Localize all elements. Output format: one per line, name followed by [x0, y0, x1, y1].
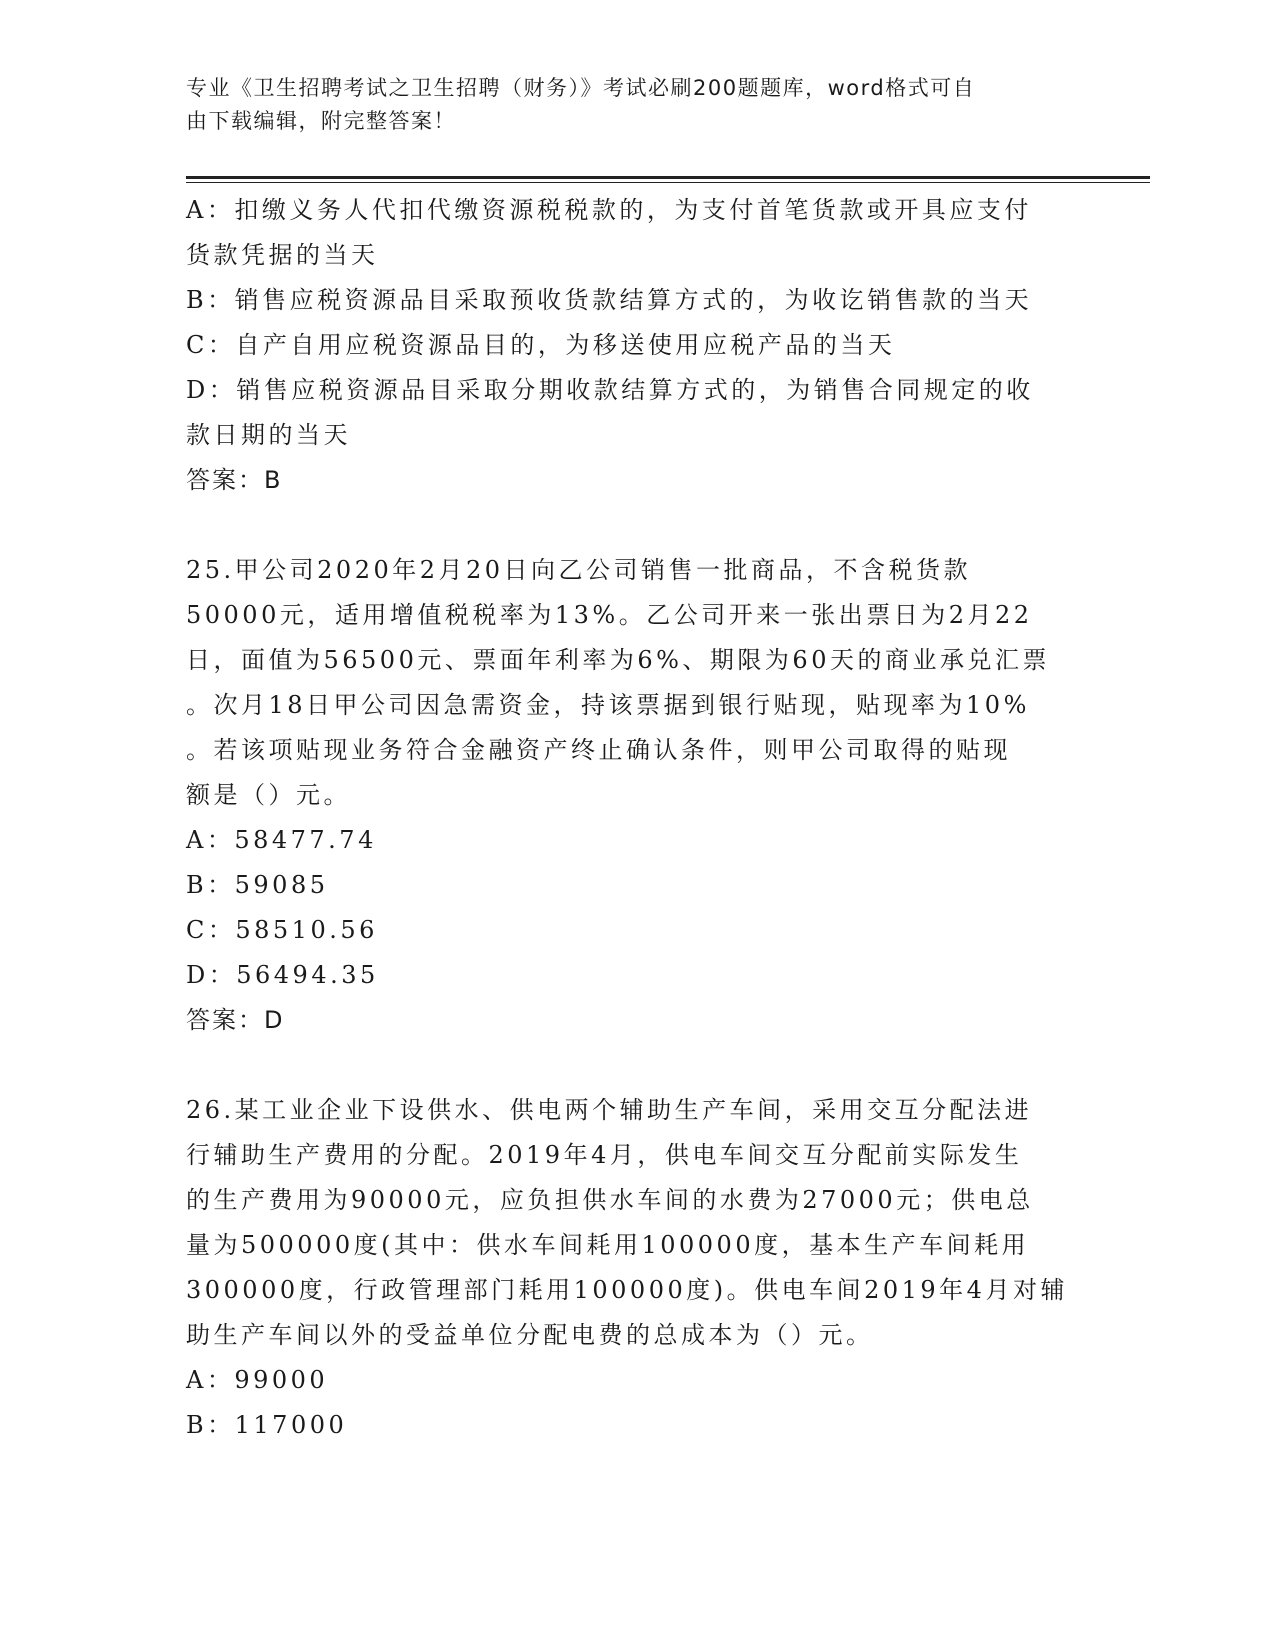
q25-option-d: D：56494.35 [186, 961, 379, 989]
q24-option-d-line-1: D：销售应税资源品目采取分期收款结算方式的，为销售合同规定的收 [186, 376, 1034, 404]
q25-option-b: B：59085 [186, 871, 329, 899]
question-26 [186, 1088, 1086, 1448]
document-header [186, 72, 1066, 138]
q25-stem-line-6: 额是（）元。 [186, 781, 351, 809]
q24-option-a-line-2: 货款凭据的当天 [186, 241, 379, 269]
header-title-line-1: 专业《卫生招聘考试之卫生招聘（财务）》考试必刷200题题库，word格式可自 [186, 76, 976, 100]
q26-stem-line-3: 的生产费用为90000元，应负担供水车间的水费为27000元；供电总 [186, 1186, 1034, 1214]
question-spacer [186, 1043, 1086, 1088]
q26-stem-line-1: 26.某工业企业下设供水、供电两个辅助生产车间，采用交互分配法进 [186, 1096, 1033, 1124]
q26-stem-line-2: 行辅助生产费用的分配。2019年4月，供电车间交互分配前实际发生 [186, 1141, 1023, 1169]
question-24-options [186, 188, 1086, 503]
q24-option-d-line-2: 款日期的当天 [186, 421, 351, 449]
header-title-line-2: 由下载编辑，附完整答案！ [186, 109, 456, 133]
header-divider-thick [186, 176, 1150, 179]
q26-option-b: B：117000 [186, 1411, 348, 1439]
q26-stem-line-4: 量为500000度(其中：供水车间耗用100000度，基本生产车间耗用 [186, 1231, 1030, 1259]
q25-answer: 答案：D [186, 1006, 285, 1034]
q25-option-c: C：58510.56 [186, 916, 378, 944]
q25-stem-line-3: 日，面值为56500元、票面年利率为6%、期限为60天的商业承兑汇票 [186, 646, 1050, 674]
q24-answer: 答案：B [186, 466, 283, 494]
q26-stem-line-5: 300000度，行政管理部门耗用100000度)。供电车间2019年4月对辅 [186, 1276, 1068, 1304]
q24-option-c: C：自产自用应税资源品目的，为移送使用应税产品的当天 [186, 331, 896, 359]
q25-option-a: A：58477.74 [186, 826, 377, 854]
q25-stem-line-2: 50000元，适用增值税税率为13%。乙公司开来一张出票日为2月22 [186, 601, 1033, 629]
q24-option-a-line-1: A：扣缴义务人代扣代缴资源税税款的，为支付首笔货款或开具应支付 [186, 196, 1032, 224]
q24-option-b: B：销售应税资源品目采取预收货款结算方式的，为收讫销售款的当天 [186, 286, 1033, 314]
q26-option-a: A：99000 [186, 1366, 329, 1394]
q25-stem-line-4: 。次月18日甲公司因急需资金，持该票据到银行贴现，贴现率为10% [186, 691, 1030, 719]
question-25 [186, 548, 1086, 1043]
header-divider-thin [186, 182, 1150, 183]
q25-stem-line-1: 25.甲公司2020年2月20日向乙公司销售一批商品，不含税货款 [186, 556, 972, 584]
q26-stem-line-6: 助生产车间以外的受益单位分配电费的总成本为（）元。 [186, 1321, 874, 1349]
q25-stem-line-5: 。若该项贴现业务符合金融资产终止确认条件，则甲公司取得的贴现 [186, 736, 1011, 764]
question-spacer [186, 503, 1086, 548]
question-content [186, 188, 1086, 1448]
